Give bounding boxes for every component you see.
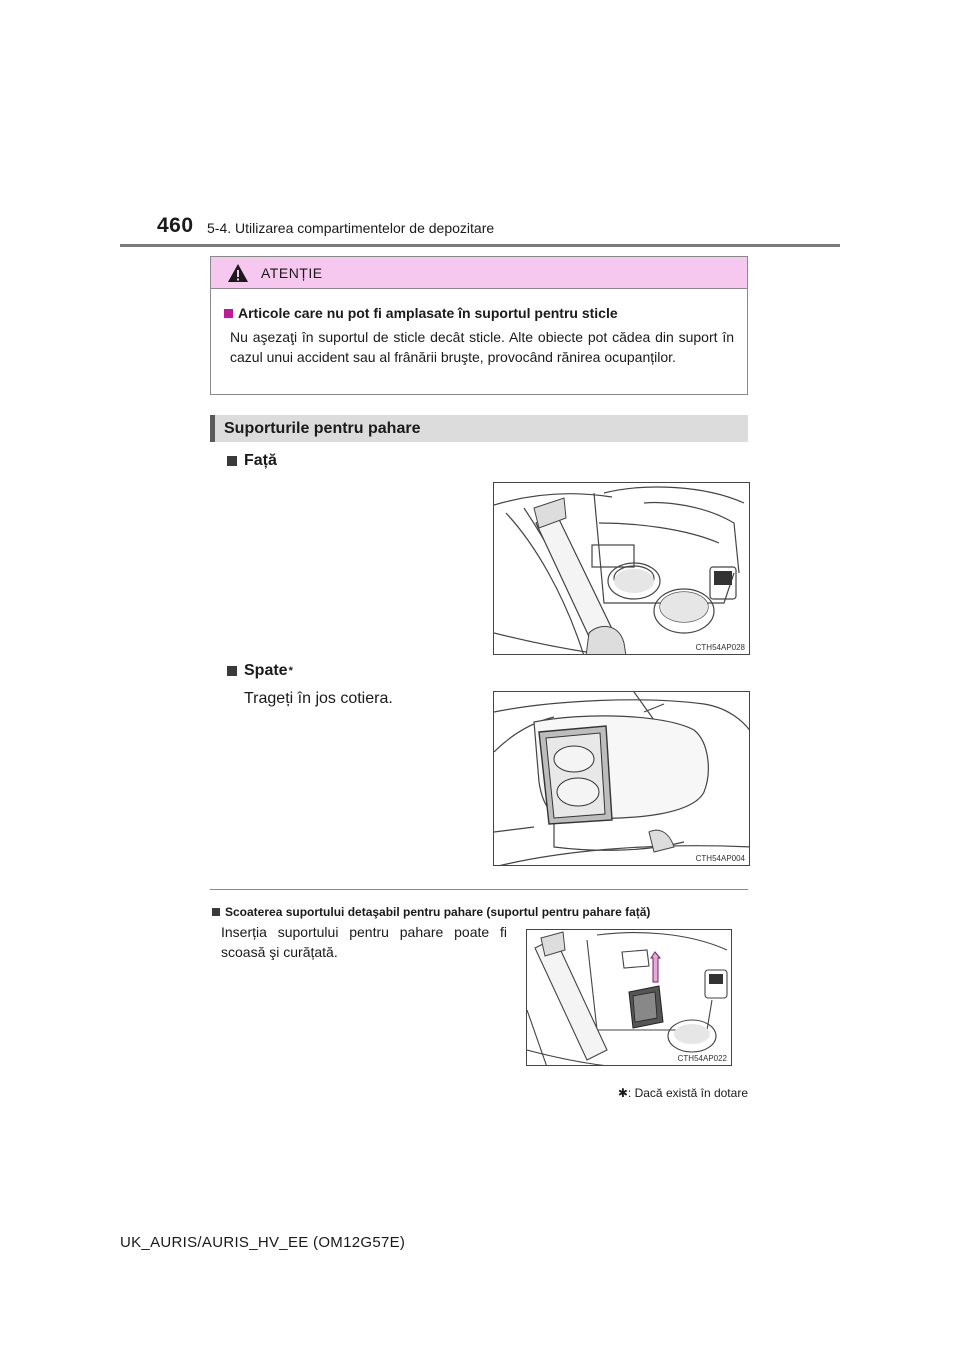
rear-heading-label: Spate xyxy=(244,662,288,679)
removal-text: Inserția suportului pentru pahare poate fi scoasă şi curățată. xyxy=(221,924,507,960)
bullet-square-icon xyxy=(212,908,220,916)
section-band xyxy=(210,415,748,442)
rear-cup-holder-illustration xyxy=(494,692,750,866)
warning-text: Nu aşezaţi în suportul de sticle decât sticle. Alte obiecte pot cădea din suport în cazul unui accident sau al frânării bruşte, provocând rănirea ocupanților. xyxy=(230,329,734,365)
bullet-square-icon xyxy=(224,309,233,318)
rear-heading xyxy=(227,662,293,680)
warning-box xyxy=(210,256,748,395)
warning-triangle-icon xyxy=(227,263,249,283)
front-cup-holder-figure xyxy=(493,482,750,655)
footnote-asterisk-icon: ✱ xyxy=(617,1086,628,1100)
footnote xyxy=(618,1086,748,1100)
front-heading xyxy=(227,452,277,470)
rear-cup-holder-figure xyxy=(493,691,750,866)
section-divider xyxy=(210,889,748,890)
warning-bullet xyxy=(224,303,734,323)
footnote-text: : Dacă există în dotare xyxy=(627,1086,748,1100)
header-rule xyxy=(120,244,840,247)
bullet-square-icon xyxy=(227,456,237,466)
figure-code: CTH54AP022 xyxy=(677,1054,727,1063)
warning-header xyxy=(211,257,747,289)
bullet-square-icon xyxy=(227,666,237,676)
footer-model: UK_AURIS/AURIS_HV_EE (OM12G57E) xyxy=(120,1234,406,1251)
removal-heading-label: Scoaterea suportului detaşabil pentru pahare (suportul pentru pahare față) xyxy=(225,905,651,919)
figure-code: CTH54AP028 xyxy=(695,643,745,652)
warning-body xyxy=(211,289,747,367)
figure-code: CTH54AP004 xyxy=(695,854,745,863)
section-heading: Suporturile pentru pahare xyxy=(224,419,421,437)
removal-figure xyxy=(526,929,732,1066)
warning-bullet-title: Articole care nu pot fi amplasate în suportul pentru sticle xyxy=(238,305,618,321)
asterisk-marker: * xyxy=(288,665,293,677)
page-number: 460 xyxy=(157,214,194,237)
section-title: 5-4. Utilizarea compartimentelor de depozitare xyxy=(207,220,495,236)
rear-text: Trageți în jos cotiera. xyxy=(244,690,393,707)
front-cup-holder-illustration xyxy=(494,483,750,655)
band-tab xyxy=(210,415,215,442)
warning-title: ATENȚIE xyxy=(261,264,323,281)
front-heading-label: Față xyxy=(244,452,277,469)
removal-heading xyxy=(212,905,650,919)
removal-illustration xyxy=(527,930,732,1066)
